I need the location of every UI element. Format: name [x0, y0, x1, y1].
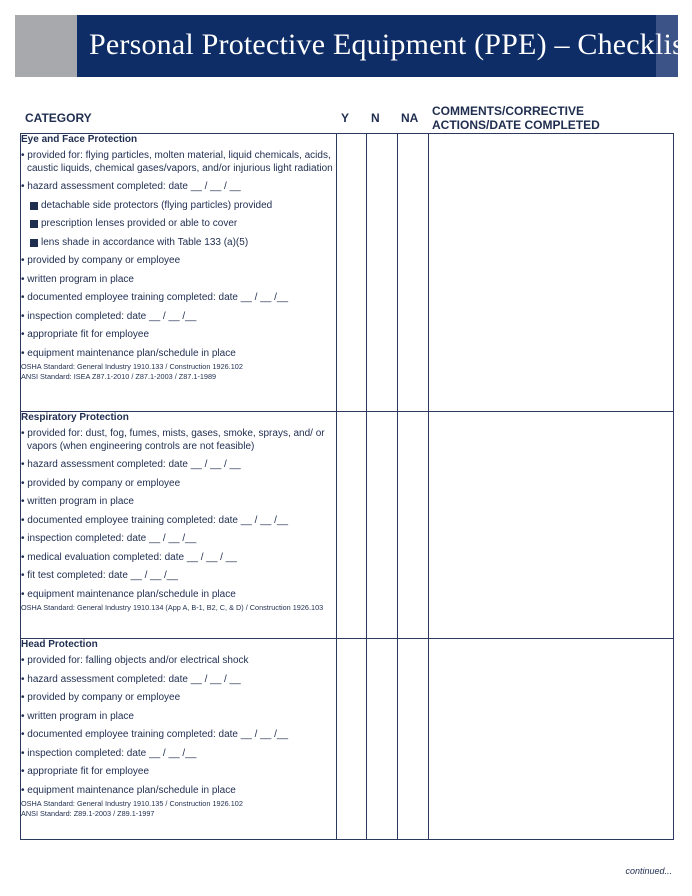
- checklist-table: [20, 133, 674, 840]
- yes-cell[interactable]: [337, 412, 367, 639]
- checklist-item: • written program in place: [21, 496, 134, 507]
- subitem-label: detachable side protectors (flying particles) provided: [41, 199, 273, 211]
- section-title: Head Protection: [21, 639, 98, 650]
- checklist-item: • equipment maintenance plan/schedule in place: [21, 588, 236, 600]
- yes-cell[interactable]: [337, 639, 367, 840]
- checklist-item: • provided by company or employee: [21, 692, 181, 703]
- checklist-item: • written program in place: [21, 710, 134, 722]
- osha-standard: OSHA Standard: General Industry 1910.135 / Construction 1926.102: [21, 799, 243, 808]
- table-row: [21, 639, 674, 840]
- checklist-subitem: [21, 218, 336, 231]
- header-banner: [15, 15, 692, 77]
- banner-gray-block: [15, 15, 77, 77]
- checklist-item: • documented employee training completed: date __ / __ /__: [21, 514, 289, 526]
- table-row: [21, 412, 674, 639]
- na-cell[interactable]: [398, 134, 429, 412]
- checklist-item: • provided by company or employee: [21, 477, 181, 489]
- square-bullet-icon: [30, 202, 38, 210]
- subitem-label: prescription lenses provided or able to cover: [41, 218, 238, 229]
- checklist-item: • inspection completed: date __ / __ /__: [21, 310, 197, 322]
- checklist-subitem: [21, 200, 336, 213]
- yes-cell[interactable]: [337, 134, 367, 412]
- checklist-item: • provided for: dust, fog, fumes, mists, gases, smoke, sprays, and/ or vapors (when engineering controls are not feasible): [21, 428, 325, 452]
- column-header-na: NA: [401, 111, 419, 125]
- category-cell: [21, 639, 337, 840]
- comments-cell[interactable]: [429, 639, 674, 840]
- osha-standard: OSHA Standard: General Industry 1910.134 (App A, B-1, B2, C, & D) / Construction 1926.103: [21, 603, 324, 612]
- no-cell[interactable]: [367, 412, 398, 639]
- no-cell[interactable]: [367, 134, 398, 412]
- osha-standard: OSHA Standard: General Industry 1910.133 / Construction 1926.102: [21, 362, 243, 371]
- checklist-item: • inspection completed: date __ / __ /__: [21, 533, 197, 544]
- page-title: Personal Protective Equipment (PPE) – Checklist: [89, 28, 692, 61]
- column-header-category: CATEGORY: [25, 111, 92, 125]
- comments-cell[interactable]: [429, 412, 674, 639]
- checklist-item: • inspection completed: date __ / __ /__: [21, 747, 197, 759]
- checklist-item: • equipment maintenance plan/schedule in place: [21, 347, 236, 359]
- column-header-y: Y: [341, 111, 350, 125]
- category-cell: [21, 412, 337, 639]
- column-header-comments: COMMENTS/CORRECTIVE ACTIONS/DATE COMPLETED: [432, 104, 600, 132]
- square-bullet-icon: [30, 239, 38, 247]
- checklist-item: • hazard assessment completed: date __ / __ / __: [21, 673, 241, 685]
- checklist-item: • appropriate fit for employee: [21, 329, 150, 340]
- column-header-n: N: [371, 111, 380, 125]
- section-title: Eye and Face Protection: [21, 134, 138, 145]
- checklist-item: • provided for: falling objects and/or electrical shock: [21, 655, 249, 666]
- checklist-item: • equipment maintenance plan/schedule in place: [21, 784, 236, 796]
- checklist-subitem: [21, 237, 336, 250]
- checklist-item: • hazard assessment completed: date __ / __ / __: [21, 459, 241, 470]
- na-cell[interactable]: [398, 412, 429, 639]
- comments-cell[interactable]: [429, 134, 674, 412]
- checklist-item: • fit test completed: date __ / __ /__: [21, 570, 178, 581]
- checklist-item: • medical evaluation completed: date __ / __ / __: [21, 551, 237, 563]
- section-title: Respiratory Protection: [21, 412, 129, 423]
- subitem-label: lens shade in accordance with Table 133 (a)(5): [41, 236, 249, 248]
- checklist-item: • documented employee training completed: date __ / __ /__: [21, 292, 289, 303]
- checklist-item: • provided for: flying particles, molten material, liquid chemicals, acids, caustic liquids, chemical gases/vapors, and/or injurious light radiation: [21, 150, 333, 174]
- checklist-item: • written program in place: [21, 273, 134, 285]
- ansi-standard: ANSI Standard: Z89.1-2003 / Z89.1-1997: [21, 809, 155, 818]
- table-row: [21, 134, 674, 412]
- no-cell[interactable]: [367, 639, 398, 840]
- checklist-item: • hazard assessment completed: date __ / __ / __: [21, 181, 241, 192]
- ansi-standard: ANSI Standard: ISEA Z87.1-2010 / Z87.1-2003 / Z87.1-1989: [21, 372, 217, 381]
- continued-note: continued...: [625, 866, 672, 876]
- checklist-item: • appropriate fit for employee: [21, 766, 150, 777]
- na-cell[interactable]: [398, 639, 429, 840]
- checklist-item: • provided by company or employee: [21, 255, 181, 266]
- category-cell: [21, 134, 337, 412]
- square-bullet-icon: [30, 220, 38, 228]
- checklist-item: • documented employee training completed: date __ / __ /__: [21, 729, 289, 740]
